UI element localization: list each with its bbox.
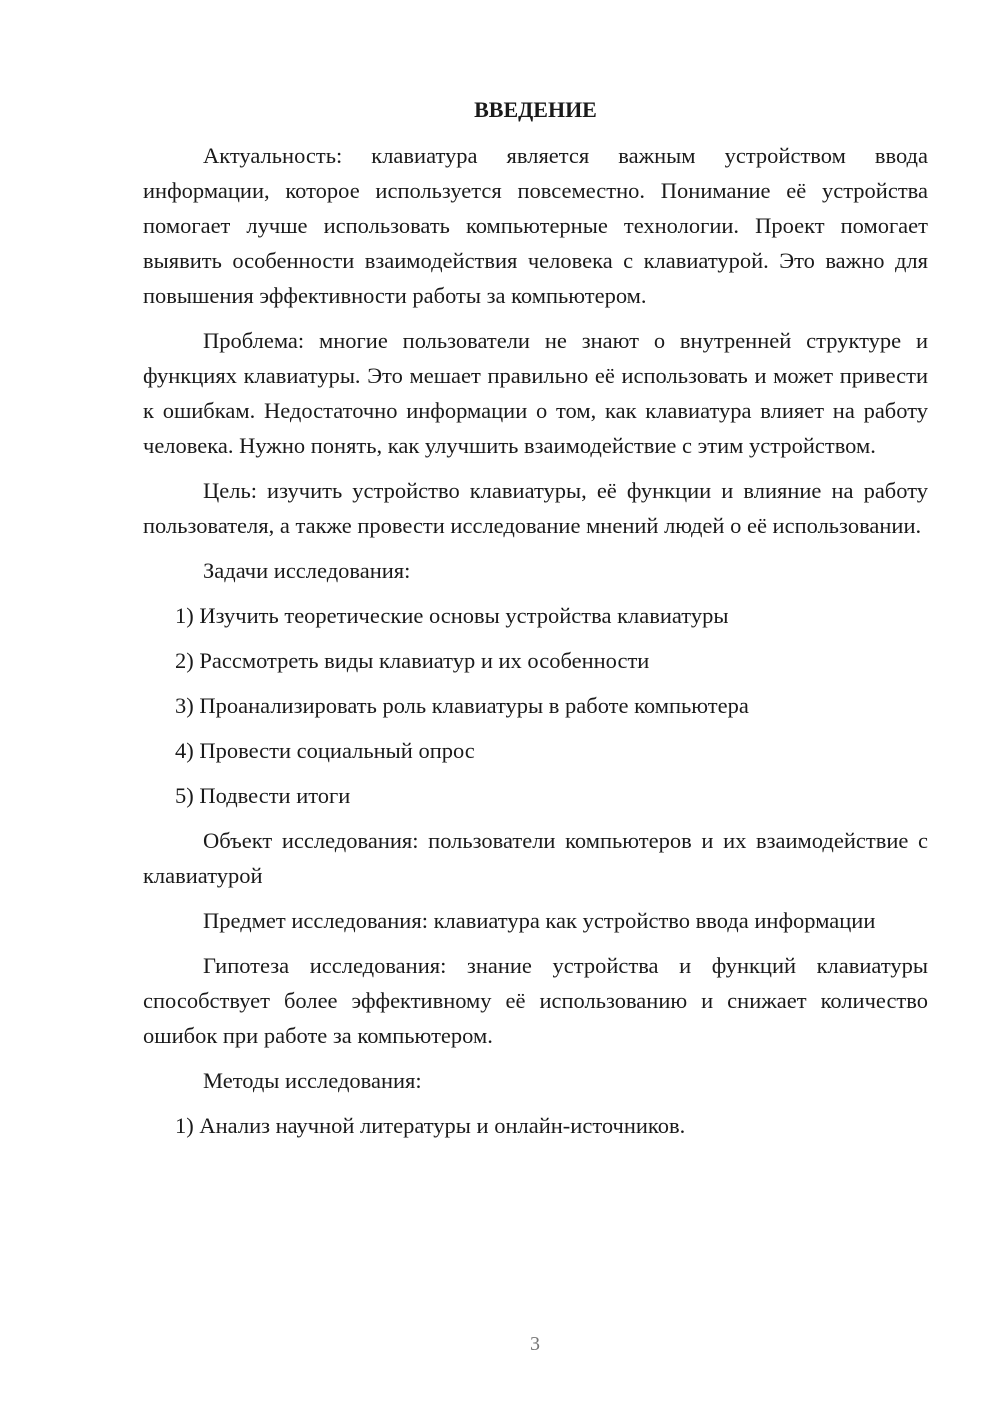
- task-item: 5) Подвести итоги: [175, 783, 351, 808]
- problem-paragraph: Проблема: многие пользователи не знают о внутренней структуре и функциях клавиатуры. Это мешает правильно её использовать и может привести к ошибкам. Недостаточно информации о том, как клавиатура влияет на работу человека. Нужно понять, как улучшить взаимодействие с этим устройством.: [143, 328, 928, 458]
- task-item: 3) Проанализировать роль клавиатуры в работе компьютера: [175, 693, 749, 718]
- document-page: [143, 95, 928, 1153]
- relevance-paragraph: Актуальность: клавиатура является важным устройством ввода информации, которое используется повсеместно. Понимание её устройства помогает лучше использовать компьютерные технологии. Проект помогает выявить особенности взаимодействия человека с клавиатурой. Это важно для повышения эффективности работы за компьютером.: [143, 143, 928, 308]
- tasks-title: Задачи исследования:: [203, 558, 411, 583]
- hypothesis-paragraph: Гипотеза исследования: знание устройства и функций клавиатуры способствует более эффективному её использованию и снижает количество ошибок при работе за компьютером.: [143, 953, 928, 1048]
- task-item: 4) Провести социальный опрос: [175, 738, 475, 763]
- method-item: 1) Анализ научной литературы и онлайн-источников.: [175, 1113, 686, 1138]
- task-item: 1) Изучить теоретические основы устройства клавиатуры: [175, 603, 729, 628]
- goal-paragraph: Цель: изучить устройство клавиатуры, её функции и влияние на работу пользователя, а также провести исследование мнений людей о её использовании.: [143, 478, 928, 538]
- section-heading: ВВЕДЕНИЕ: [474, 97, 597, 122]
- task-item: 2) Рассмотреть виды клавиатур и их особенности: [175, 648, 650, 673]
- subject-paragraph: Предмет исследования: клавиатура как устройство ввода информации: [203, 908, 876, 933]
- object-paragraph: Объект исследования: пользователи компьютеров и их взаимодействие с клавиатурой: [143, 828, 928, 888]
- page-number: 3: [530, 1333, 540, 1355]
- methods-title: Методы исследования:: [203, 1068, 422, 1093]
